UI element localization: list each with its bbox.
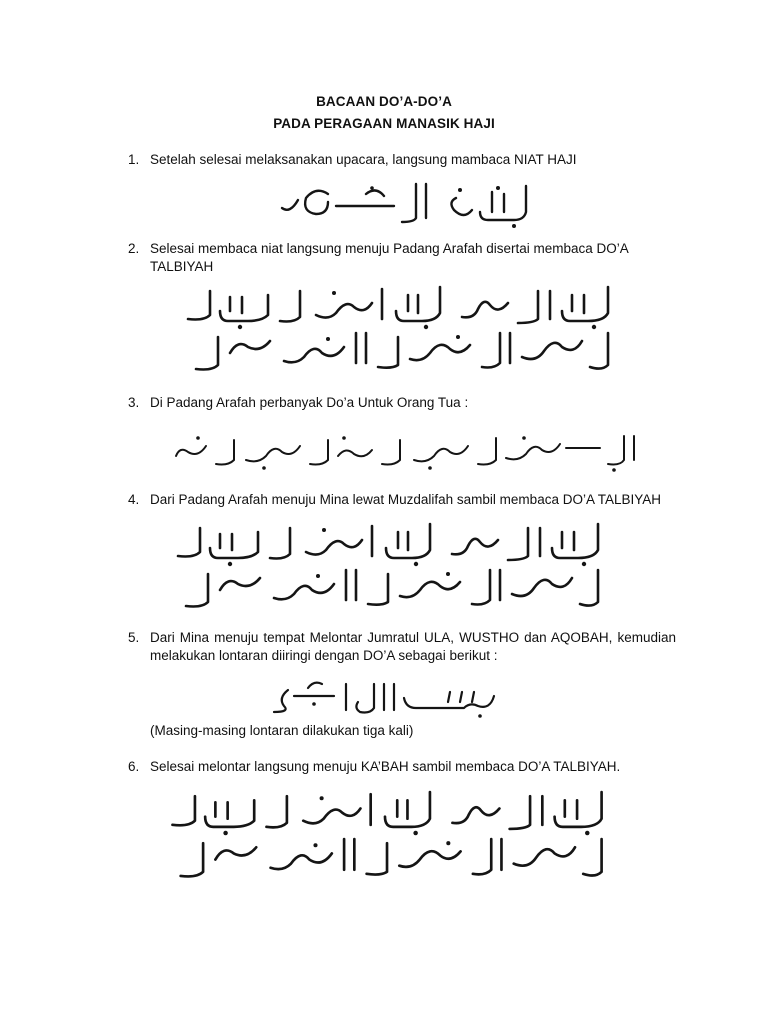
talbiyah-calligraphy	[166, 518, 608, 610]
item-number: 1.	[128, 152, 140, 167]
talbiyah-calligraphy	[178, 281, 616, 373]
niat-haji-calligraphy	[276, 180, 536, 228]
item-text: Selesai membaca niat langsung menuju Padang Arafah disertai membaca DO’A TALBIYAH	[150, 241, 629, 274]
doa-orang-tua-calligraphy	[168, 426, 642, 476]
document-subtitle: PADA PERAGAAN MANASIK HAJI	[273, 116, 495, 131]
item-number: 6.	[128, 759, 140, 774]
item-text: Dari Mina menuju tempat Melontar Jumratul ULA, WUSTHO dan AQOBAH, kemudian melakukan lontaran diiringi dengan DO’A sebagai berikut :	[150, 630, 676, 663]
item-number: 5.	[128, 630, 140, 645]
talbiyah-calligraphy	[160, 786, 612, 880]
item-text: Selesai melontar langsung menuju KA’BAH sambil membaca DO’A TALBIYAH.	[150, 759, 621, 774]
item-text: Setelah selesai melaksanakan upacara, langsung mambaca NIAT HAJI	[150, 152, 577, 167]
document-title: BACAAN DO’A-DO’A	[316, 94, 452, 109]
bismillah-allahu-akbar-calligraphy	[266, 676, 502, 722]
item-text: Dari Padang Arafah menuju Mina lewat Muzdalifah sambil membaca DO’A TALBIYAH	[150, 492, 661, 507]
item-number: 4.	[128, 492, 140, 507]
note-text: (Masing-masing lontaran dilakukan tiga kali)	[150, 723, 414, 738]
item-number: 3.	[128, 395, 140, 410]
item-number: 2.	[128, 241, 140, 256]
item-text: Di Padang Arafah perbanyak Do’a Untuk Orang Tua :	[150, 395, 469, 410]
